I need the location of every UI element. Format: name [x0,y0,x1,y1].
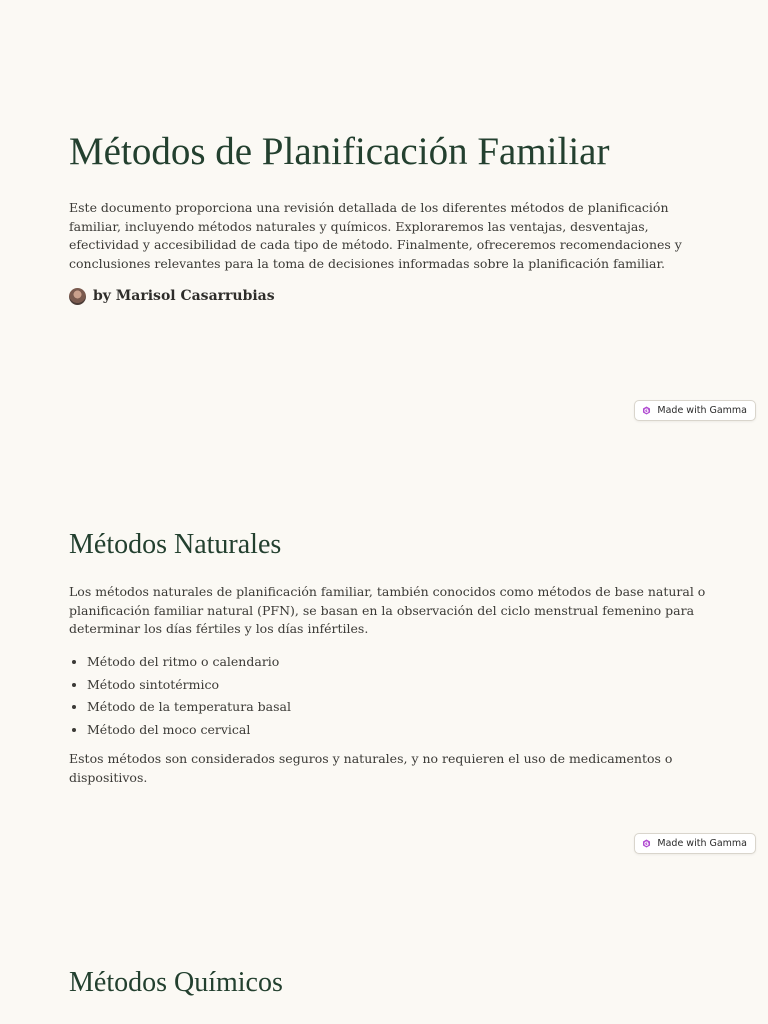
intro-description: Este documento proporciona una revisión detallada de los diferentes métodos de planificación familiar, incluyendo métodos naturales y químicos. Exploraremos las ventajas, desventajas, efectividad y accesibilidad de cada tipo de método. Finalmente, ofreceremos recomendaciones y conclusiones relevantes para la toma de decisiones informadas sobre la planificación familiar. [69,200,682,272]
avatar [69,288,86,305]
list-item: • Método del moco cervical [87,719,709,742]
page-title: Métodos de Planificación Familiar [69,130,610,173]
card-chemical-methods [69,967,709,999]
list-item: • Método del ritmo o calendario [87,651,709,674]
gamma-logo-icon [642,839,651,848]
card-natural-methods [69,529,709,788]
author-line [69,288,709,305]
natural-outro-text: Estos métodos son considerados seguros y naturales, y no requieren el uso de medicamentos o dispositivos. [69,751,673,785]
made-with-gamma-label: Made with Gamma [657,405,747,416]
section-title-natural: Métodos Naturales [69,529,282,560]
list-item: • Método de la temperatura basal [87,696,709,719]
made-with-gamma-button[interactable] [634,400,756,421]
made-with-gamma-button[interactable] [634,833,756,854]
natural-intro-text: Los métodos naturales de planificación familiar, también conocidos como métodos de base natural o planificación familiar natural (PFN), se basan en la observación del ciclo menstrual femenino para determinar los días fértiles y los días infértiles. [69,584,706,637]
author-name: by Marisol Casarrubias [93,288,275,305]
card-intro [69,130,709,305]
gamma-logo-icon [642,406,651,415]
section-title-chemical: Métodos Químicos [69,967,283,998]
natural-methods-list [69,651,709,741]
made-with-gamma-label: Made with Gamma [657,838,747,849]
list-item: • Método sintotérmico [87,674,709,697]
